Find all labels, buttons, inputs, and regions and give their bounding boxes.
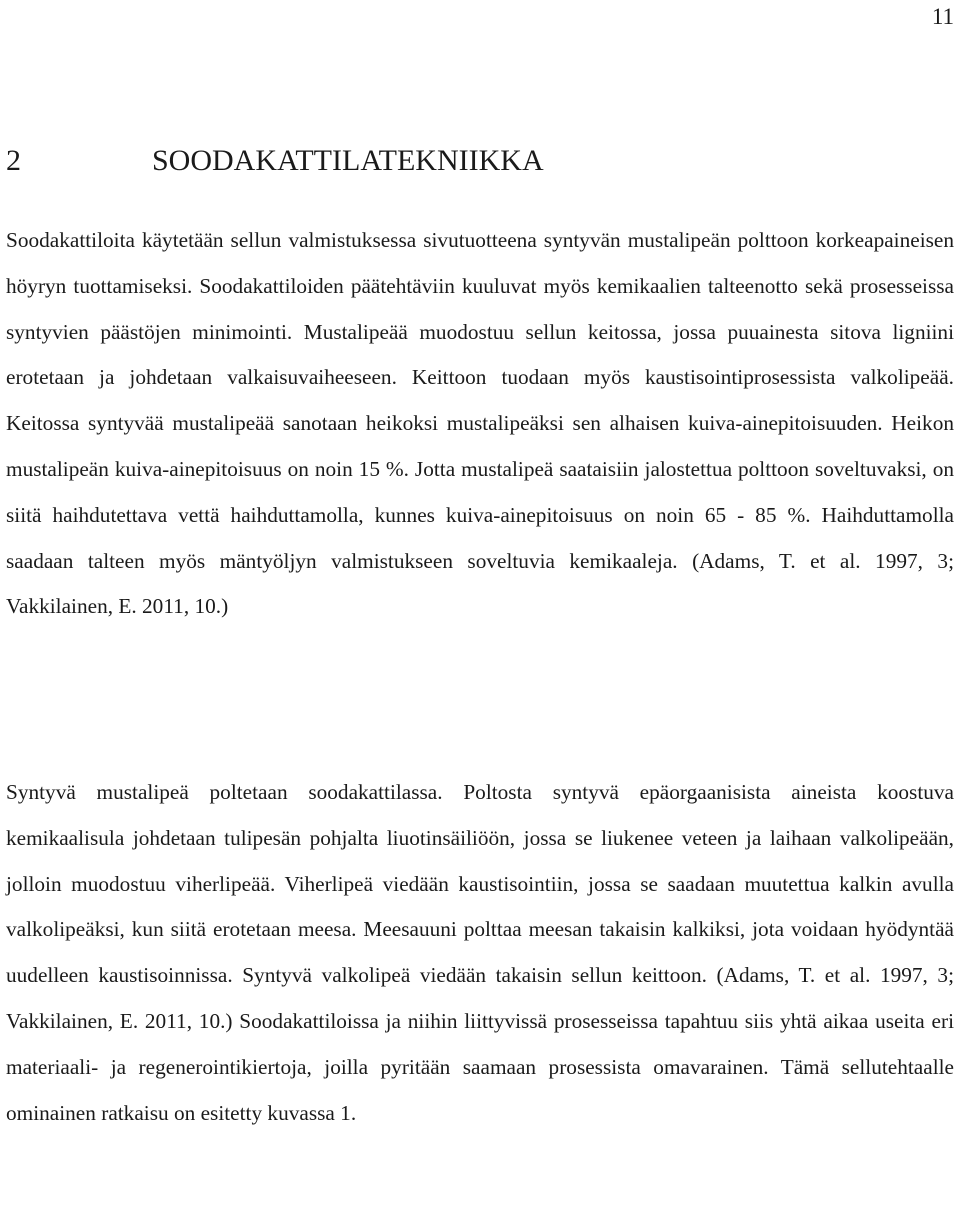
section-heading (6, 141, 544, 181)
body-paragraph-2: Syntyvä mustalipeä poltetaan soodakattilassa. Poltosta syntyvä epäorgaanisista aineista koostuva kemikaalisula johdetaan tulipesän pohjalta liuotinsäiliöön, jossa se liukenee veteen ja laihaan valkolipeään, jolloin muodostuu viherlipeää. Viherlipeä viedään kaustisointiin, jossa se saadaan muutettua kalkin avulla valkolipeäksi, kun siitä erotetaan meesa. Meesauuni polttaa meesan takaisin kalkiksi, jota voidaan hyödyntää uudelleen kaustisoinnissa. Syntyvä valkolipeä viedään takaisin sellun keittoon. (Adams, T. et al. 1997, 3; Vakkilainen, E. 2011, 10.) Soodakattiloissa ja niihin liittyvissä prosesseissa tapahtuu siis yhtä aikaa useita eri materiaali- ja regenerointikiertoja, joilla pyritään saamaan prosessista omavarainen. Tämä sellutehtaalle ominainen ratkaisu on esitetty kuvassa 1. (6, 780, 954, 1125)
section-title: SOODAKATTILATEKNIIKKA (152, 144, 544, 177)
section-number: 2 (6, 144, 21, 177)
page-number: 11 (931, 4, 954, 29)
body-paragraph-1: Soodakattiloita käytetään sellun valmistuksessa sivutuotteena syntyvän mustalipeän polttoon korkeapaineisen höyryn tuottamiseksi. Soodakattiloiden päätehtäviin kuuluvat myös kemikaalien talteenotto sekä prosesseissa syntyvien päästöjen minimointi. Mustalipeää muodostuu sellun keitossa, jossa puuainesta sitova ligniini erotetaan ja johdetaan valkaisuvaiheeseen. Keittoon tuodaan myös kaustisointiprosessista valkolipeää. Keitossa syntyvää mustalipeää sanotaan heikoksi mustalipeäksi sen alhaisen kuiva-ainepitoisuuden. Heikon mustalipeän kuiva-ainepitoisuus on noin 15 %. Jotta mustalipeä saataisiin jalostettua polttoon soveltuvaksi, on siitä haihdutettava vettä haihduttamolla, kunnes kuiva-ainepitoisuus on noin 65 - 85 %. Haihduttamolla saadaan talteen myös mäntyöljyn valmistukseen soveltuvia kemikaaleja. (Adams, T. et al. 1997, 3; Vakkilainen, E. 2011, 10.) (6, 228, 954, 619)
